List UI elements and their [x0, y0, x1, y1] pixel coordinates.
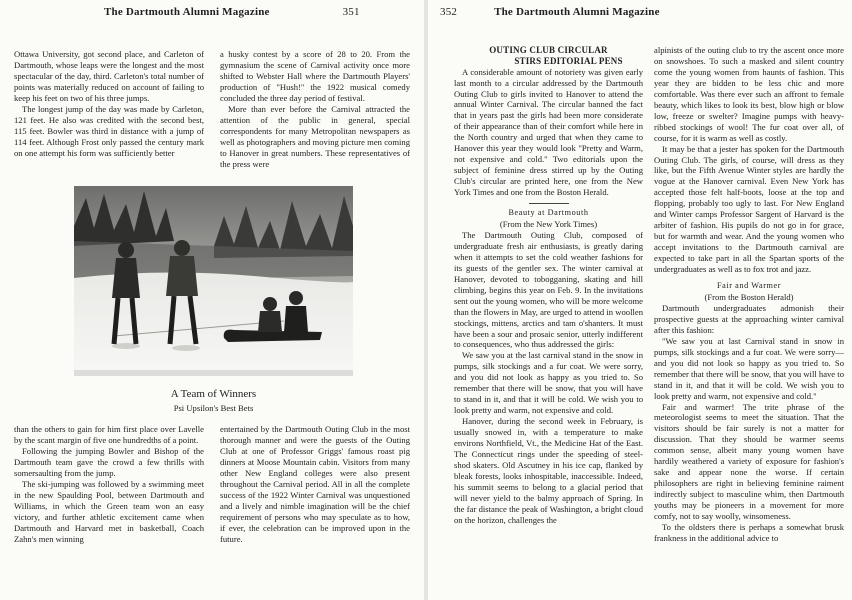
- photo-team-of-winners: [74, 186, 353, 376]
- page-351: [0, 0, 424, 600]
- paragraph: a husky contest by a score of 28 to 20. From the gymnasium the scene of Carnival activity once more shifted to Webster Hall where the Dartmouth Players' production of "Hush!" the 1922 musical comedy concluded the three day period of festival.: [220, 49, 410, 103]
- page-number: 351: [342, 6, 360, 18]
- paragraph: The longest jump of the day was made by Carleton, 121 feet. He also was credited with the second best, 115 feet. Bowler was third in distance with a jump of 114 feet. Although Frost only passed the century mark on one attempt his form was sufficiently better: [14, 103, 204, 158]
- intro-paragraph: A considerable amount of notoriety was given early last month to a circular addressed by the Dartmouth Outing Club to girls invited to Hanover to attend the annual Winter Carnival. The circular banned the fact that in years past the girls had been more considerate of their appearance than of their comfort while here in the North country and urged that when they came to Hanover this year they would look "Pretty and Warm, not expensive and cold." Two editorials upon the subject of feminine dress stirred up by the Outing Club's circular are printed here, one from the New York Times and one from the Boston Herald.: [454, 66, 643, 198]
- paragraph: Following the jumping Bowler and Bishop of the Dartmouth team gave the crowd a few thrills with somersaulting from the jump.: [14, 445, 204, 478]
- header-title: The Dartmouth Alumni Magazine: [104, 6, 270, 18]
- left-col1-top: [14, 49, 204, 184]
- paragraph: alpinists of the outing club to try the ascent once more on snowshoes. To such a masked and silent country come the young women from haunts of fashion. This year they are bidden to be less chic and more comfortable. Was there ever such an affront to female beauty, which likes to look its best, blow high or blow low, freeze or swelter? Imagine pumps with heavy-ribbed stockings of wool! The fur coat over all, of course, for it is warm as well as costly.: [654, 45, 844, 143]
- left-col1-bottom: [14, 424, 204, 594]
- paragraph: Ottawa University, got second place, and Carleton of Dartmouth, whose leaps were the longest and the most spectacular of the day, third. Carleton's total number of points was materially reduced on account of failing to keep his feet on two of his three jumps.: [14, 49, 204, 103]
- paragraph: Dartmouth undergraduates admonish their prospective guests at the approaching winter carnival after this fashion:: [654, 302, 844, 335]
- photo-caption-subtitle: Psi Upsilon's Best Bets: [173, 403, 254, 413]
- paragraph: The ski-jumping was followed by a swimming meet in the new Spaulding Pool, between Dartmouth and Williams, in which the Green team won an easy victory, and further athletic excitement came when Dartmouth and Harvard met in basketball, Coach Zahn's men winning: [14, 478, 204, 544]
- paragraph: than the others to gain for him first place over Lavelle by the scant margin of five one hundredths of a point.: [14, 424, 204, 445]
- article-heading-2: STIRS EDITORIAL PENS: [514, 55, 623, 66]
- photo-caption-title: A Team of Winners: [170, 388, 257, 400]
- paragraph: entertained by the Dartmouth Outing Club in the most thorough manner and were the guests of the Outing Club at one of Professor Griggs' famous roast pig dinners at Moose Mountain cabin. Visitors from many other New England colleges were also present throughout the Carnival period. All in all the complete success of the 1922 Winter Carnival was unquestioned and a lively and nimble imagination will be the chief requirement of persons who may speculate as to how, if ever, the celebration can be improved upon in the future.: [220, 424, 410, 544]
- paragraph: Hanover, during the second week in February, is usually snowed in, with a temperature to make environs Northfield, Vt., the Medicine Hat of the East. The Connecticut rings under the speeding of steel-shod skaters. Old Ascutney in his ice cap, flanked by bleak forests, looks inhospitable, inaccessible. Indeed, his summit seems to belong to a glacial period that will never yield to the balmy approach of Spring. In the far distance the peak of Washington, a bright cloud on the horizon, challenges the: [454, 416, 643, 525]
- left-col2-top: [220, 49, 410, 184]
- paragraph: Fair and warmer! The trite phrase of the meteorologist seems to meet the situation. That the visitors should be fair surely is not a matter for discussion. That they should be warmer seems common sense, albeit many young women have hardily weathered a variety of exposure for fashion's sake and appear none the worse. If certain philosophers are right in believing feminine raiment indirectly subject to masculine whim, then Dartmouth youths may be pioneers in a movement for more comfy, not to say woolly, winsomeness.: [654, 401, 844, 522]
- paragraph: To the oldsters there is perhaps a somewhat brusk frankness in the additional advice to: [654, 521, 844, 543]
- section-divider: [529, 203, 569, 204]
- paragraph: It may be that a jester has spoken for the Dartmouth Outing Club. The girls, of course, will dress as they like, but the Fifth Avenue Winter styles are hardly the vogue at the Hanover carnival. Even New York has accepted those felt half-boots, loose at the top and flopping, probably too ugly to last. For New England and Winter camps Professor Sargent of Harvard is the arbiter of fashion. His pupils do not go in for grace, but for warmth and wear. And the young women who accept invitations to the Dartmouth carnival are expected to take part in all the Spartan sports of the undergraduates as well as to fox trot and jazz.: [654, 143, 844, 275]
- article-heading-1: OUTING CLUB CIRCULAR: [489, 45, 608, 55]
- paragraph: More than ever before the Carnival attracted the attention of the public in general, special correspondents for many Metropolitan newspapers as well as photographers and moving picture men coming to Hanover in great numbers. These representatives of the press were: [220, 103, 410, 169]
- paragraph: The Dartmouth Outing Club, composed of undergraduate fresh air enthusiasts, is greatly daring when it attempts to set the cold weather fashions for its guests of the gentler sex. The winter carnival at Hanover, devoted to tobogganing, skating and hill climbing, begins this year on Feb. 9. In the invitations sent out the young women, who will be more welcome than the flowers in May, are urged to attend in woollen stockings, mittens, arctics and tam o'shanters. It must have been a sour and prosaic senior, utterly indifferent to consequences, who thus addressed the girls:: [454, 229, 643, 350]
- page-header-right: [440, 6, 660, 18]
- header-title: The Dartmouth Alumni Magazine: [494, 6, 660, 18]
- left-col2-bottom: [220, 424, 410, 594]
- page-352: [428, 0, 852, 600]
- source-herald: (From the Boston Herald): [704, 291, 794, 302]
- source-times: (From the New York Times): [499, 218, 598, 229]
- sub-heading-times: Beauty at Dartmouth: [508, 208, 589, 218]
- sub-heading-herald: Fair and Warmer: [716, 281, 782, 291]
- right-col2: [654, 45, 844, 596]
- paragraph: We saw you at the last carnival stand in the snow in pumps, silk stockings and a fur coat. We were sorry, and you did not look as happy as you tried to. So remember that there will be snow, that you will have to stand in it, and that it will be cold. We wish you to look pretty and warm, not expensive and cold.: [454, 350, 643, 416]
- page-number: 352: [440, 6, 458, 18]
- right-col1: [454, 45, 643, 596]
- page-header-left: [104, 6, 360, 18]
- paragraph: "We saw you at last Carnival stand in snow in pumps, silk stockings and a fur coat. We were sorry—and you did not look so happy as you tried to. So remember that there will be snow, that you will have to stand in it, and that it will be cold. We wish you to look pretty and warm, not expensive and cold.": [654, 335, 844, 401]
